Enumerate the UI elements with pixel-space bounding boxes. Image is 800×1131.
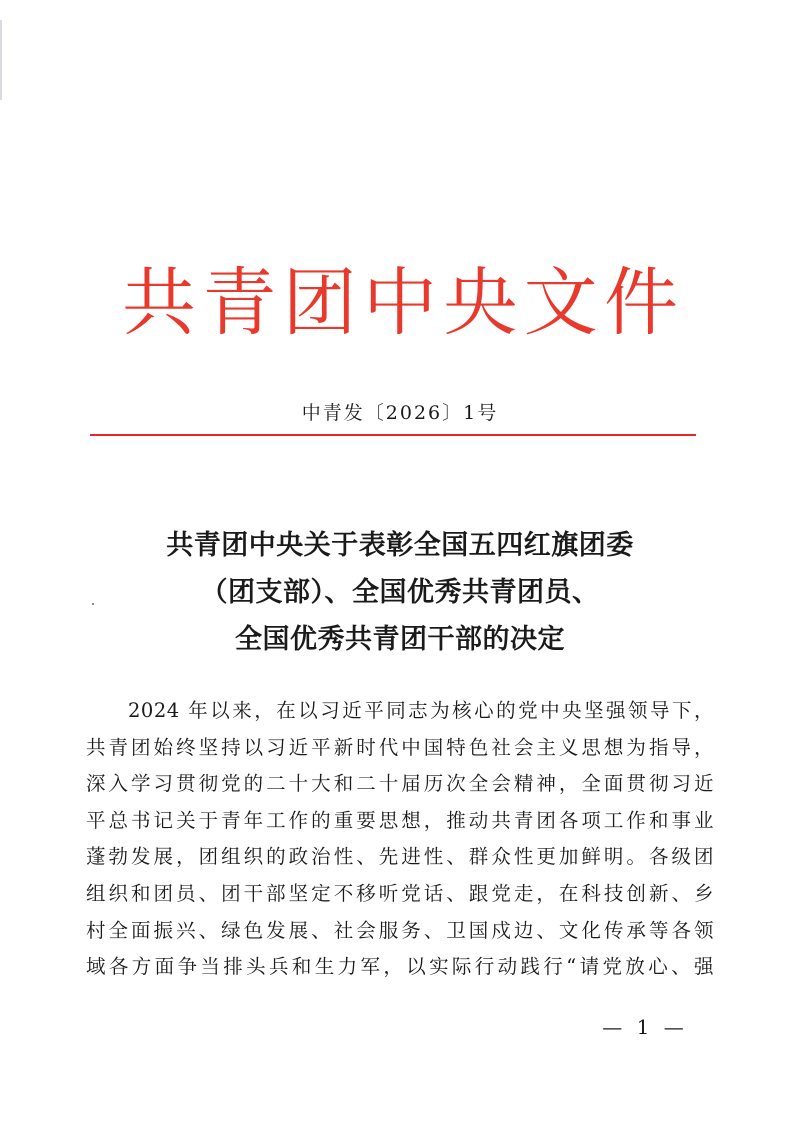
masthead-char: 共 — [122, 260, 196, 346]
masthead — [100, 248, 700, 358]
body-line: 蓬勃发展，团组织的政治性、先进性、群众性更加鲜明。各级团 — [86, 845, 714, 869]
masthead-char: 文 — [523, 260, 598, 346]
body-line: 域各方面争当排头兵和生力军，以实际行动践行“请党放心、强 — [86, 955, 714, 979]
body-line: 深入学习贯彻党的二十大和二十届历次全会精神，全面贯彻习近 — [86, 772, 714, 796]
body-paragraph — [86, 693, 714, 986]
masthead-char: 件 — [603, 260, 678, 346]
red-separator-line — [90, 434, 696, 436]
document-title — [0, 522, 800, 663]
masthead-char: 青 — [202, 260, 277, 346]
masthead-char: 团 — [282, 260, 357, 346]
scan-edge-shadow — [0, 20, 2, 100]
body-line: 2024 年以来，在以习近平同志为核心的党中央坚强领导下， — [128, 699, 714, 722]
scan-speck — [92, 603, 94, 605]
body-line: 平总书记关于青年工作的重要思想，推动共青团各项工作和事业 — [86, 808, 714, 832]
title-line: （团支部）、全国优秀共青团员、 — [200, 577, 600, 608]
body-line: 共青团始终坚持以习近平新时代中国特色社会主义思想为指导， — [86, 735, 714, 759]
title-line: 共青团中央关于表彰全国五四红旗团委 — [166, 530, 634, 561]
masthead-char: 中 — [362, 260, 437, 346]
masthead-char: 央 — [443, 260, 518, 346]
title-line: 全国优秀共青团干部的决定 — [235, 624, 565, 655]
body-line: 组织和团员、团干部坚定不移听党话、跟党走，在科技创新、乡 — [86, 881, 714, 905]
body-line: 村全面振兴、绿色发展、社会服务、卫国戍边、文化传承等各领 — [86, 918, 714, 942]
document-number: 中青发〔2026〕1号 — [301, 402, 499, 424]
page-number: — 1 — — [602, 1015, 688, 1039]
